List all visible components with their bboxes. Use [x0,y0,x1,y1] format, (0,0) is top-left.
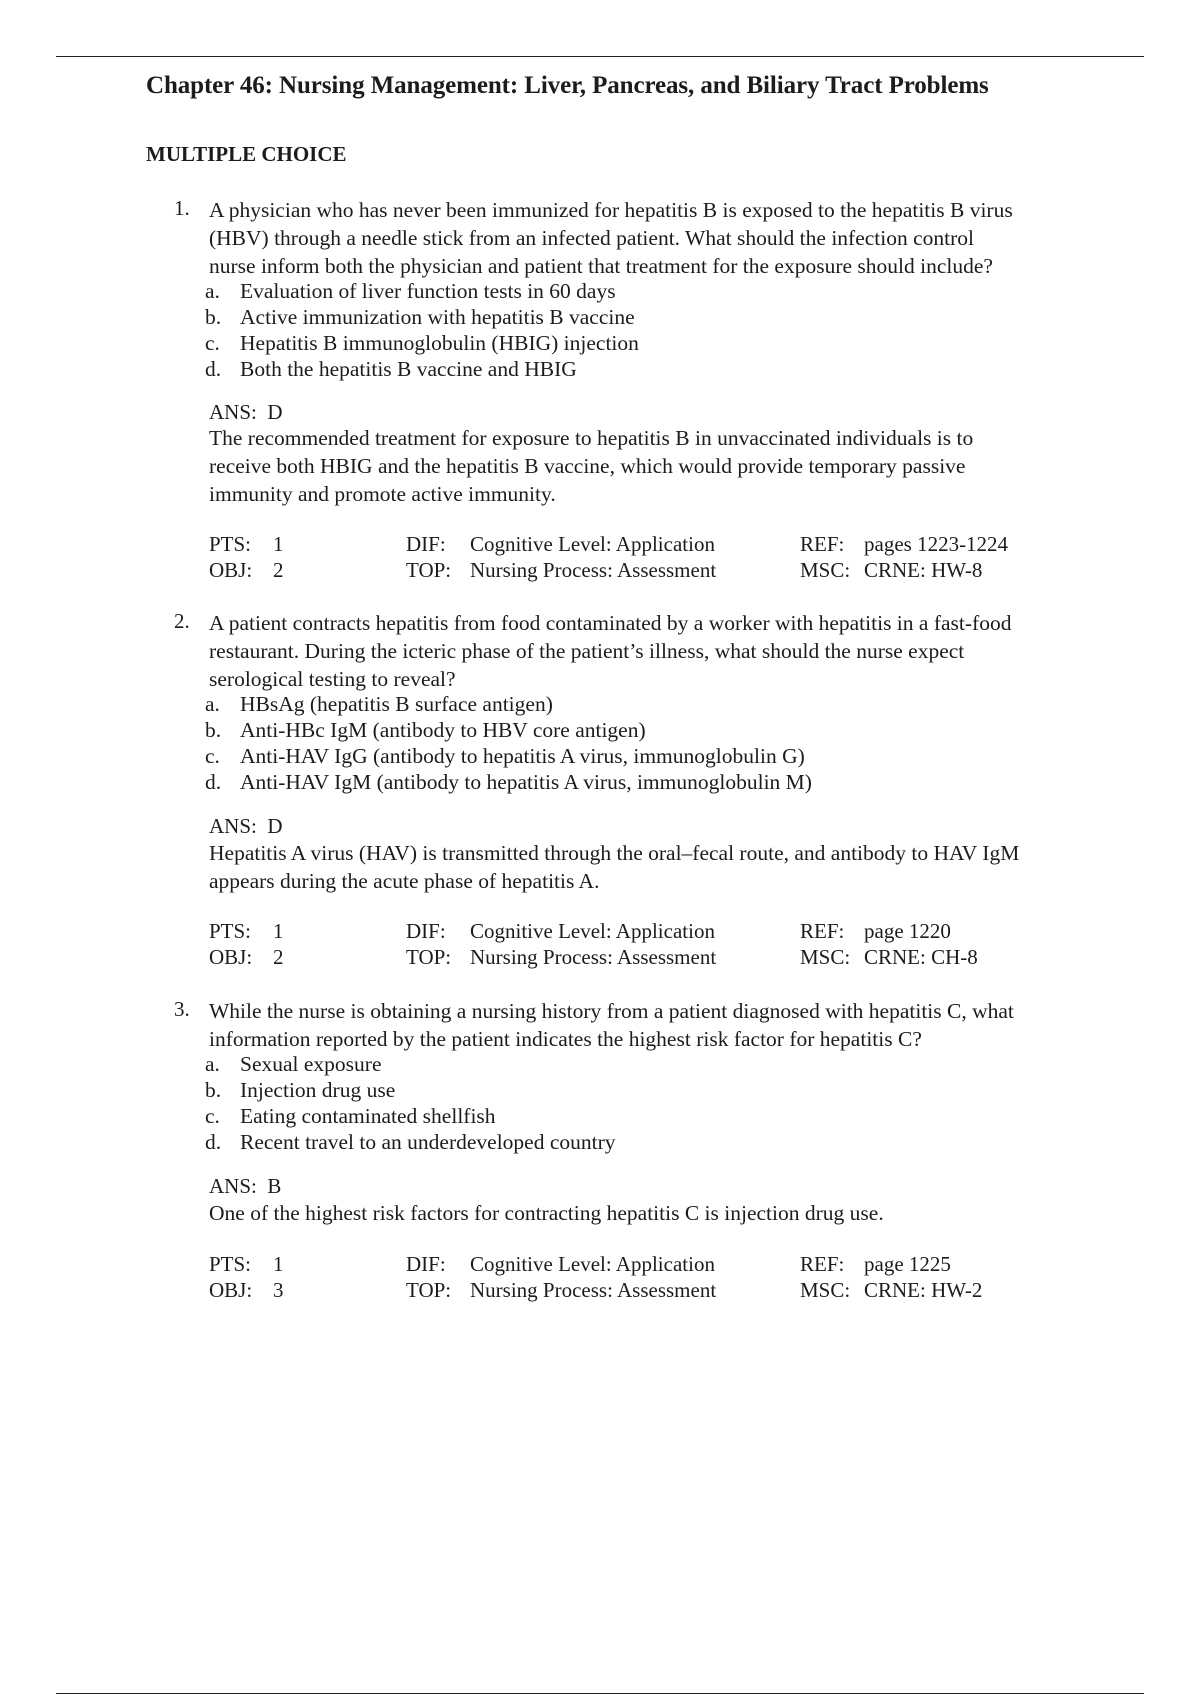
top-rule [56,56,1144,57]
stem-line: nurse inform both the physician and patient that treatment for the exposure should include? [209,254,993,278]
answer-value: D [267,814,283,838]
msc-label: MSC: [800,558,851,582]
obj-label: OBJ: [209,945,253,969]
stem-line: serological testing to reveal? [209,667,456,691]
dif-value: Cognitive Level: Application [470,532,715,556]
rationale [209,839,1139,895]
option-text: Both the hepatitis B vaccine and HBIG [240,357,577,381]
option-text: HBsAg (hepatitis B surface antigen) [240,692,553,716]
pts-label: PTS: [209,1252,252,1276]
option-letter: a. [205,692,220,716]
option-letter: c. [205,1104,220,1128]
answer-value: D [267,400,283,424]
ref-label: REF: [800,1252,845,1276]
rationale-line: The recommended treatment for exposure to hepatitis B in unvaccinated individuals is to [209,426,974,450]
ref-label: REF: [800,532,845,556]
ref-value: page 1225 [864,1252,951,1276]
option-letter: c. [205,331,220,355]
obj-value: 3 [273,1278,284,1302]
option-text: Sexual exposure [240,1052,382,1076]
msc-value: CRNE: CH-8 [864,945,978,969]
option-letter: c. [205,744,220,768]
ref-value: page 1220 [864,919,951,943]
answer-line [209,1174,281,1199]
option-text: Eating contaminated shellfish [240,1104,496,1128]
question-stem [209,609,1139,693]
answer-label: ANS: [209,1174,257,1198]
metadata-row [0,532,1200,558]
top-value: Nursing Process: Assessment [470,558,717,582]
question-stem [209,997,1139,1053]
option-text: Recent travel to an underdeveloped country [240,1130,616,1154]
rationale-line: Hepatitis A virus (HAV) is transmitted through the oral–fecal route, and antibody to HAV IgM [209,841,1020,865]
option-letter: b. [205,718,222,742]
pts-label: PTS: [209,919,252,943]
section-heading: MULTIPLE CHOICE [146,142,347,166]
question-number: 2. [174,609,190,633]
top-label: TOP: [406,945,452,969]
obj-value: 2 [273,558,284,582]
rationale-line: immunity and promote active immunity. [209,482,556,506]
metadata-row [0,1278,1200,1304]
stem-line: A patient contracts hepatitis from food contaminated by a worker with hepatitis in a fast-food [209,611,1012,635]
stem-line: (HBV) through a needle stick from an infected patient. What should the infection control [209,226,975,250]
obj-value: 2 [273,945,284,969]
top-label: TOP: [406,1278,452,1302]
top-label: TOP: [406,558,452,582]
option-text: Evaluation of liver function tests in 60 days [240,279,616,303]
ref-value: pages 1223-1224 [864,532,1009,556]
top-value: Nursing Process: Assessment [470,1278,717,1302]
option-text: Anti-HBc IgM (antibody to HBV core antigen) [240,718,646,742]
metadata-row [0,1252,1200,1278]
option-text: Anti-HAV IgM (antibody to hepatitis A virus, immunoglobulin M) [240,770,812,794]
ref-label: REF: [800,919,845,943]
question-number: 1. [174,196,190,220]
rationale-line: appears during the acute phase of hepatitis A. [209,869,600,893]
dif-value: Cognitive Level: Application [470,919,715,943]
question-number: 3. [174,997,190,1021]
msc-label: MSC: [800,1278,851,1302]
option-letter: b. [205,1078,222,1102]
pts-value: 1 [273,1252,284,1276]
option-text: Anti-HAV IgG (antibody to hepatitis A virus, immunoglobulin G) [240,744,805,768]
obj-label: OBJ: [209,1278,253,1302]
bottom-rule [56,1693,1144,1694]
chapter-title: Chapter 46: Nursing Management: Liver, Pancreas, and Biliary Tract Problems [146,72,989,99]
msc-value: CRNE: HW-8 [864,558,983,582]
pts-value: 1 [273,532,284,556]
option-letter: d. [205,357,222,381]
dif-label: DIF: [406,1252,446,1276]
dif-label: DIF: [406,532,446,556]
option-text: Active immunization with hepatitis B vaccine [240,305,635,329]
stem-line: A physician who has never been immunized for hepatitis B is exposed to the hepatitis B virus [209,198,1013,222]
metadata-row [0,558,1200,584]
metadata-row [0,919,1200,945]
obj-label: OBJ: [209,558,253,582]
stem-line: information reported by the patient indicates the highest risk factor for hepatitis C? [209,1027,922,1051]
option-letter: a. [205,279,220,303]
msc-label: MSC: [800,945,851,969]
rationale [209,1199,1139,1227]
stem-line: While the nurse is obtaining a nursing history from a patient diagnosed with hepatitis C, what [209,999,1014,1023]
pts-label: PTS: [209,532,252,556]
dif-value: Cognitive Level: Application [470,1252,715,1276]
question-stem [209,196,1139,280]
msc-value: CRNE: HW-2 [864,1278,983,1302]
top-value: Nursing Process: Assessment [470,945,717,969]
answer-value: B [267,1174,282,1198]
stem-line: restaurant. During the icteric phase of the patient’s illness, what should the nurse expect [209,639,965,663]
dif-label: DIF: [406,919,446,943]
rationale [209,424,1139,508]
option-letter: d. [205,770,222,794]
option-letter: a. [205,1052,220,1076]
metadata-row [0,945,1200,971]
answer-line [209,814,283,839]
answer-line [209,400,283,425]
option-letter: b. [205,305,222,329]
rationale-line: One of the highest risk factors for contracting hepatitis C is injection drug use. [209,1201,884,1225]
answer-label: ANS: [209,400,257,424]
answer-label: ANS: [209,814,257,838]
option-text: Hepatitis B immunoglobulin (HBIG) injection [240,331,639,355]
rationale-line: receive both HBIG and the hepatitis B vaccine, which would provide temporary passive [209,454,966,478]
option-text: Injection drug use [240,1078,396,1102]
pts-value: 1 [273,919,284,943]
option-letter: d. [205,1130,222,1154]
